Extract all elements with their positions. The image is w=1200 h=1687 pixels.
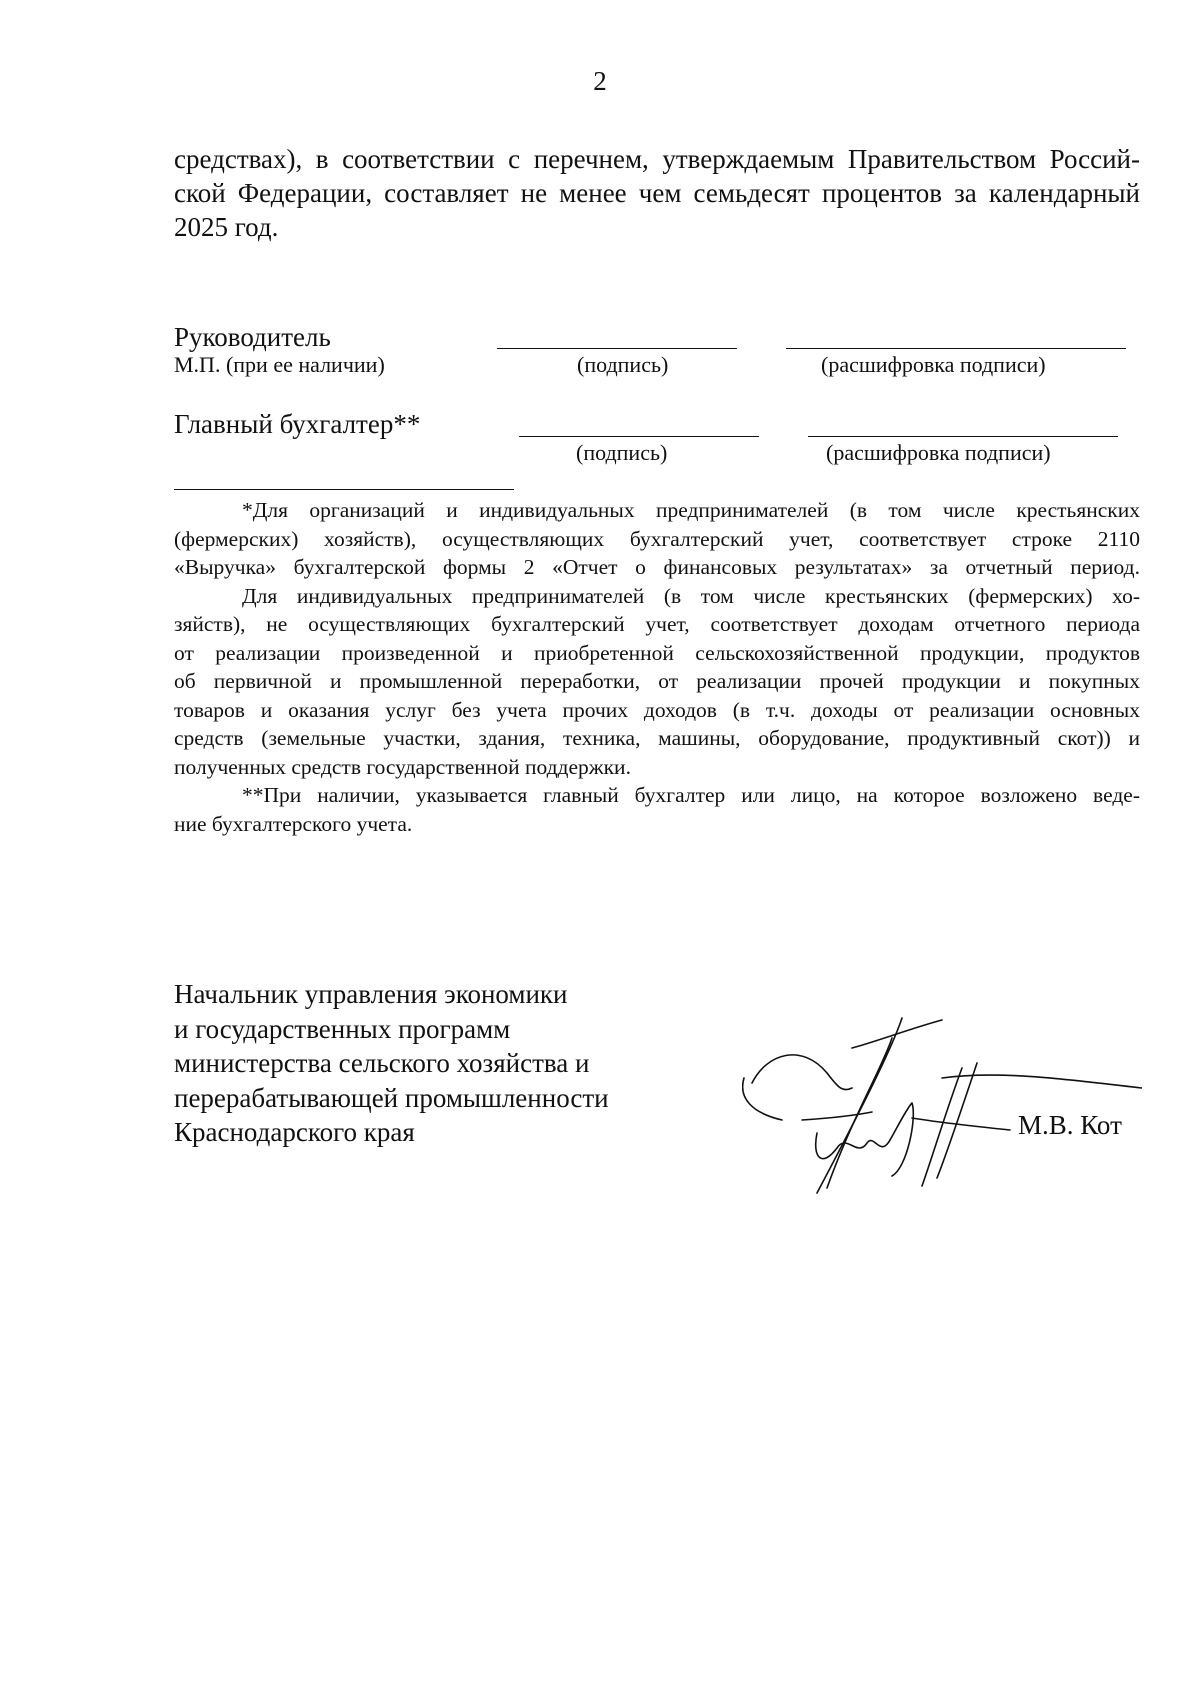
signer-name: М.В. Кот [1018, 1110, 1122, 1140]
footnote-line: «Выручка» бухгалтерской формы 2 «Отчет о финансовых результатах» за отчетный период. [174, 555, 1140, 579]
footnote-line: полученных средств государственной поддержки. [174, 754, 631, 779]
footnote-separator [174, 489, 514, 490]
footnote-line: *Для организаций и индивидуальных предпринимателей (в том числе крестьянских [242, 498, 1140, 522]
stamp-label: М.П. (при ее наличии) [174, 352, 385, 377]
footnotes [174, 496, 1140, 838]
head-sign-caption: (подпись) [577, 352, 669, 377]
handwritten-signature [742, 1008, 1142, 1208]
head-label: Руководитель [174, 322, 331, 352]
intro-line: 2025 год. [174, 212, 279, 242]
intro-paragraph [174, 142, 1140, 244]
accountant-signature-line [519, 436, 759, 437]
signer-title-line: перерабатывающей промышленности [174, 1082, 609, 1113]
signer-title-line: Краснодарского края [174, 1117, 415, 1147]
signer-title-line: министерства сельского хозяйства и [174, 1048, 590, 1078]
footnote-line: зяйств), не осуществляющих бухгалтерский учет, соответствует доходам отчетного периода [174, 612, 1140, 636]
intro-line: ской Федерации, составляет не менее чем семьдесят процентов за календарный [174, 178, 1140, 208]
page-number: 2 [593, 66, 607, 96]
footnote-line: об первичной и промышленной переработки, от реализации прочей продукции и покупных [174, 669, 1140, 693]
footnote-line: ние бухгалтерского учета. [174, 811, 413, 836]
intro-line: средствах), в соответствии с перечнем, утверждаемым Правительством Россий- [174, 144, 1140, 174]
footnote-line: (фермерских) хозяйств), осуществляющих бухгалтерский учет, соответствует строке 2110 [174, 526, 1140, 551]
head-signature-line [497, 348, 737, 349]
signer-title-line: Начальник управления экономики [174, 979, 568, 1009]
head-decode-line [786, 348, 1126, 349]
footnote-line: товаров и оказания услуг без учета прочих доходов (в т.ч. доходы от реализации основных [174, 697, 1140, 722]
head-decode-caption: (расшифровка подписи) [821, 352, 1046, 377]
signer-title-line: и государственных программ [174, 1013, 511, 1044]
footnote-line: средств (земельные участки, здания, техника, машины, оборудование, продуктивный скот)) и [174, 726, 1140, 750]
footnote-line: от реализации произведенной и приобретенной сельскохозяйственной продукции, продуктов [174, 640, 1140, 665]
footnote-line: **При наличии, указывается главный бухгалтер или лицо, на которое возложено веде- [242, 783, 1140, 807]
accountant-sign-caption: (подпись) [576, 440, 668, 465]
signer-title [174, 977, 609, 1150]
accountant-label: Главный бухгалтер** [174, 409, 421, 439]
accountant-decode-line [808, 436, 1118, 437]
footnote-line: Для индивидуальных предпринимателей (в том числе крестьянских (фермерских) хо- [242, 583, 1140, 608]
accountant-decode-caption: (расшифровка подписи) [826, 440, 1051, 465]
